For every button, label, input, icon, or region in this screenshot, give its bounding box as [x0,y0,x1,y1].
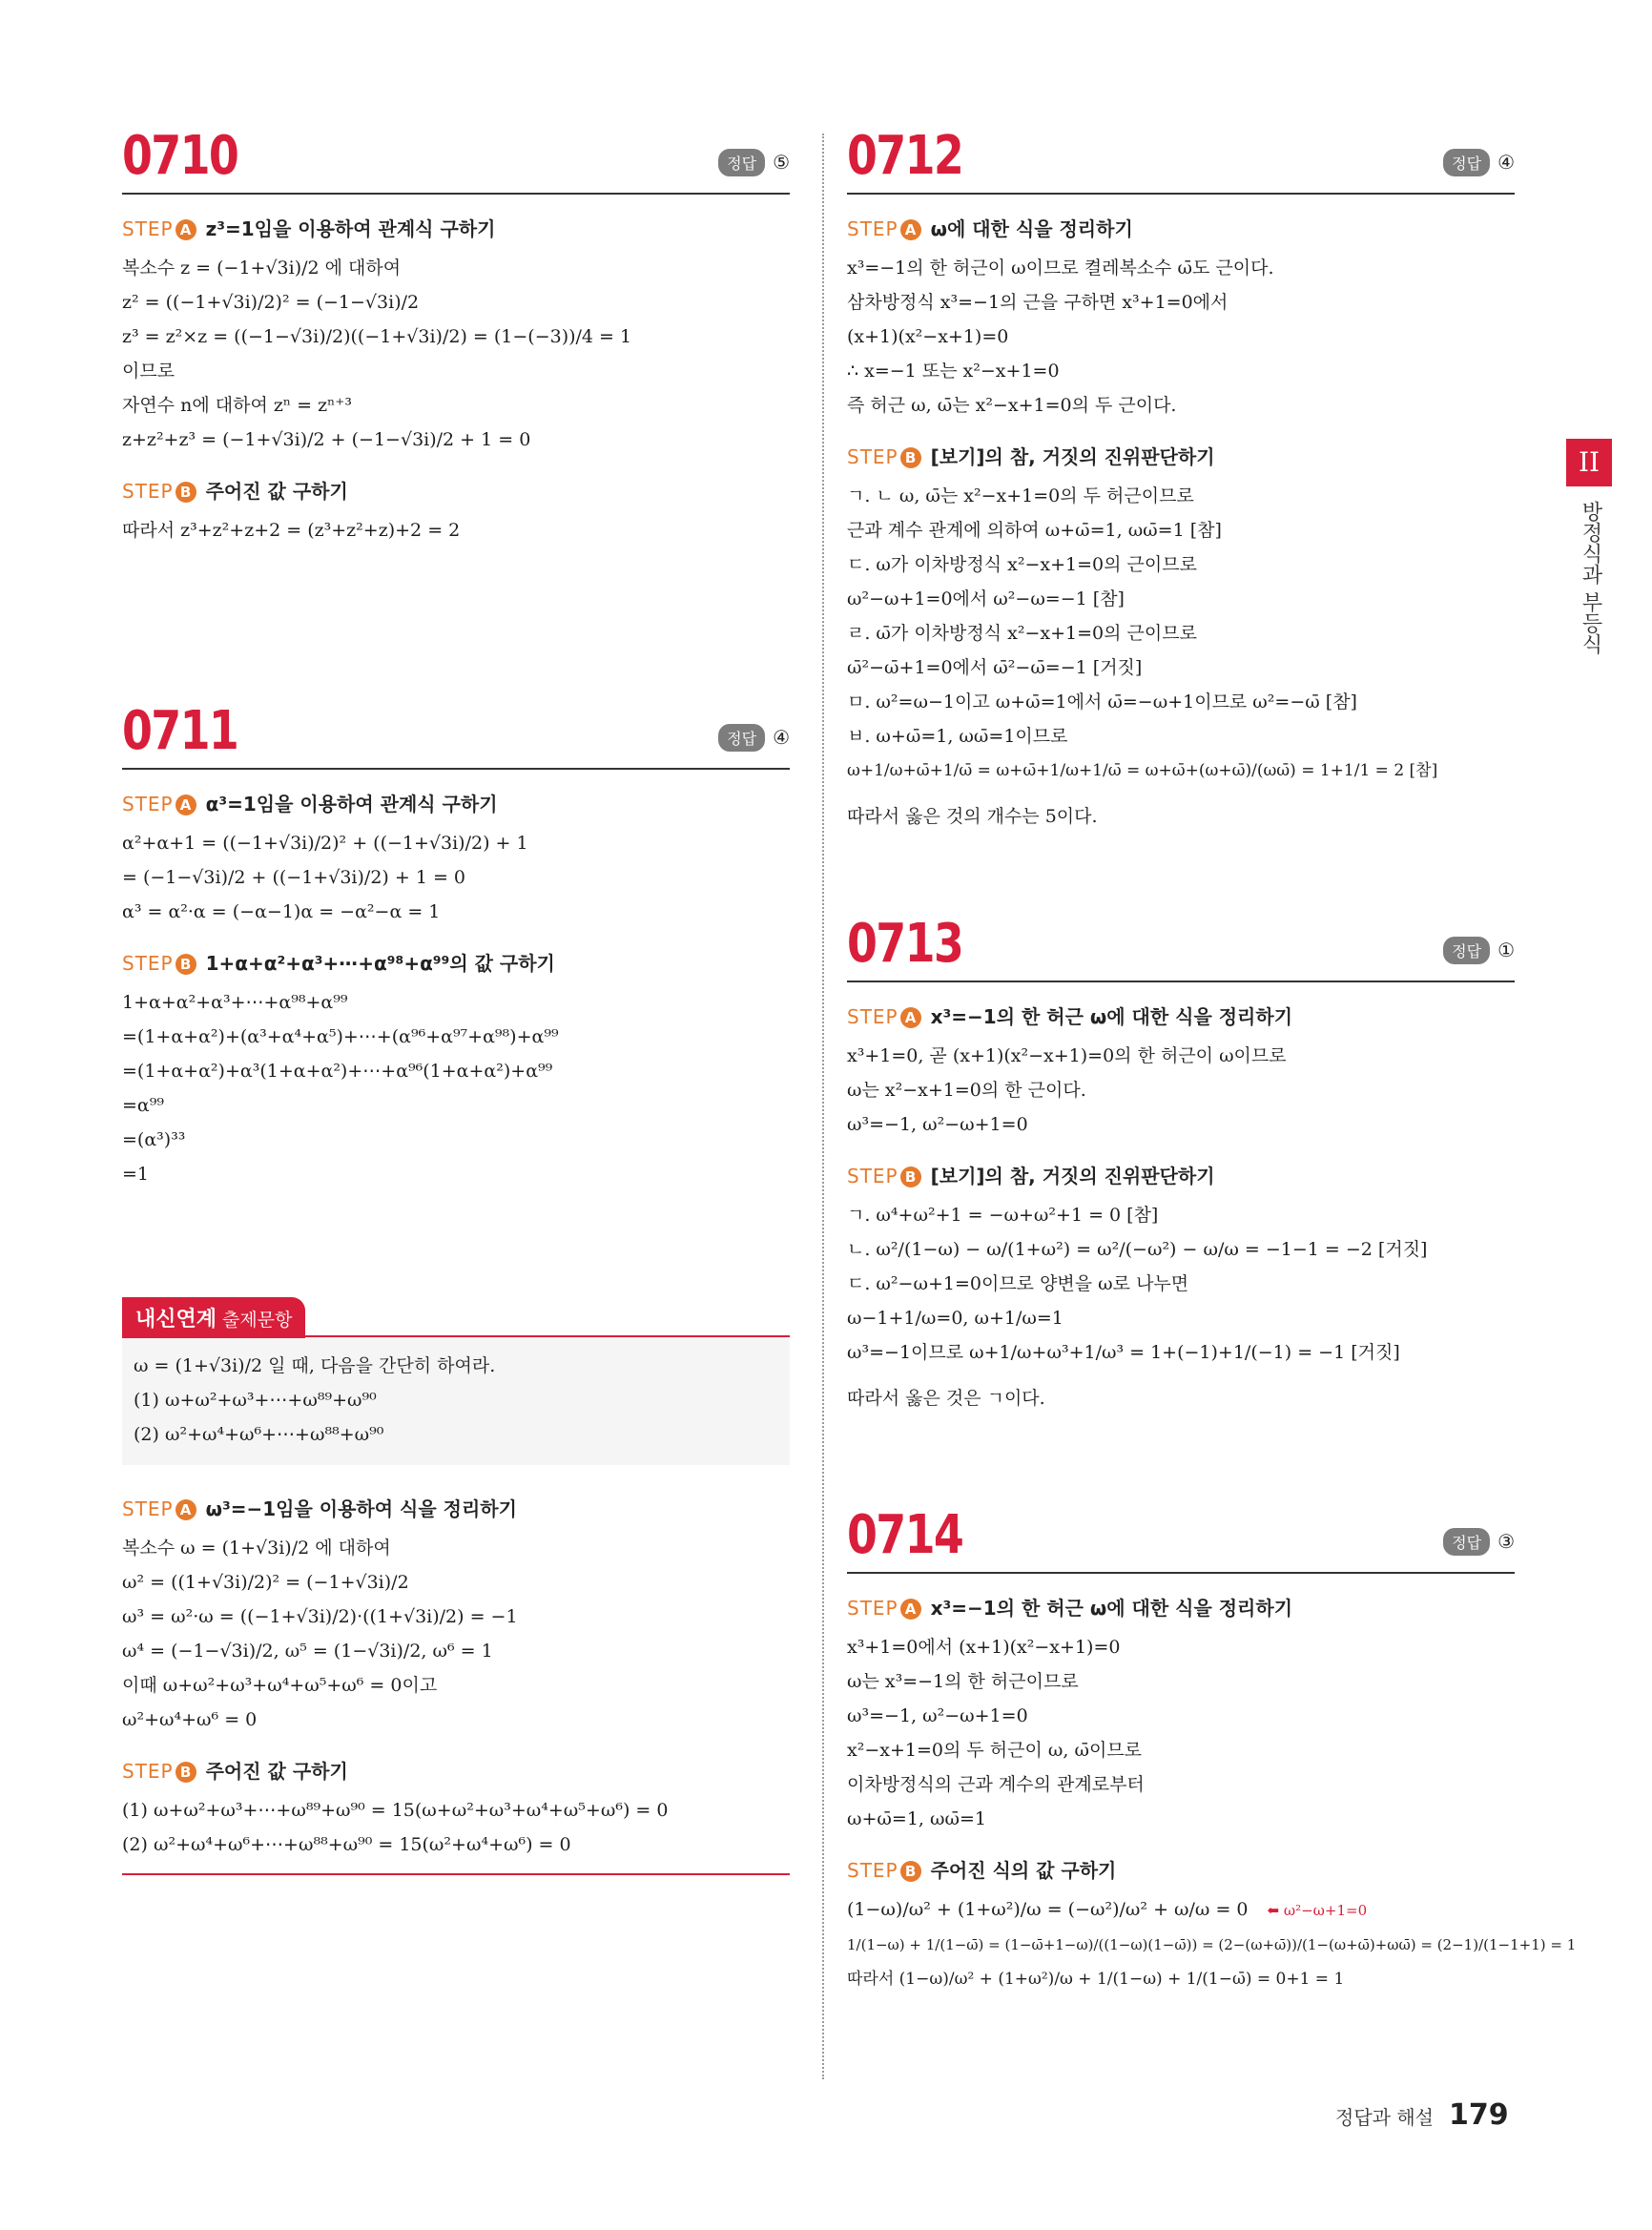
solution-line: (2) ω²+ω⁴+ω⁶+⋯+ω⁸⁸+ω⁹⁰ = 15(ω²+ω⁴+ω⁶) = 0 [122,1834,571,1855]
problem-number: 0712 [847,125,963,187]
solution-line: 따라서 z³+z²+z+2 = (z³+z²+z)+2 = 2 [122,520,461,541]
solution-line: 즉 허근 ω, ω̄는 x²−x+1=0의 두 근이다. [847,395,1177,416]
solution-line: α²+α+1 = ((−1+√3i)/2)² + ((−1+√3i)/2) + 1 [122,833,528,854]
chapter-title: 방정식과 부등식 [1579,501,1602,654]
solution-line: 자연수 n에 대하여 zⁿ = zⁿ⁺³ [122,395,352,416]
solution-line: ω는 x²−x+1=0의 한 근이다. [847,1080,1086,1101]
solution-line: ㄹ. ω̄가 이차방정식 x²−x+1=0의 근이므로 [847,623,1197,644]
step-a-heading: STEP A ω³=−1임을 이용하여 식을 정리하기 [122,1497,517,1520]
answer-indicator [1443,1528,1515,1556]
step-b-heading: STEP B [보기]의 참, 거짓의 진위판단하기 [847,445,1215,468]
solution-line: 따라서 (1−ω)/ω² + (1+ω²)/ω + 1/(1−ω) + 1/(1−ω̄) = 0+1 = 1 [847,1970,1345,1989]
problem-0710 [122,126,790,547]
solution-line: 1+α+α²+α³+⋯+α⁹⁸+α⁹⁹ [122,992,348,1013]
problem-number: 0714 [847,1504,963,1566]
solution-line: ω는 x³=−1의 한 허근이므로 [847,1671,1079,1692]
solution-line: =(1+α+α²)+α³(1+α+α²)+⋯+α⁹⁶(1+α+α²)+α⁹⁹ [122,1061,553,1082]
step-b-heading: STEP B [보기]의 참, 거짓의 진위판단하기 [847,1165,1215,1187]
solution-line: = (−1−√3i)/2 + ((−1+√3i)/2) + 1 = 0 [122,867,465,888]
solution-line: =(α³)³³ [122,1129,186,1150]
hint-note: ⬅ ω²−ω+1=0 [1267,1902,1368,1919]
answer-indicator [1443,937,1515,964]
problem-0713 [847,914,1515,1415]
solution-line: x³+1=0, 곧 (x+1)(x²−x+1)=0의 한 허근이 ω이므로 [847,1045,1287,1066]
solution-line: 복소수 z = (−1+√3i)/2 에 대하여 [122,258,402,279]
box-bottom-rule [122,1873,790,1875]
solution-line: 복소수 ω = (1+√3i)/2 에 대하여 [122,1538,391,1559]
answer-badge: 정답 [718,724,765,752]
solution-line: ω+1/ω+ω̄+1/ω̄ = ω+ω̄+1/ω+1/ω̄ = ω+ω̄+(ω+ω̄)/(ωω̄) = 1+1/1 = 2 [참] [847,761,1438,780]
problem-header [122,126,790,195]
answer-value: ③ [1497,1530,1515,1553]
problem-0711 [122,701,790,1191]
problem-header [122,701,790,770]
answer-badge: 정답 [1443,149,1490,176]
box-solution [122,1465,790,1875]
step-a-heading: STEP A x³=−1의 한 허근 ω에 대한 식을 정리하기 [847,1005,1293,1028]
solution-line: x³+1=0에서 (x+1)(x²−x+1)=0 [847,1637,1121,1658]
solution-line: x²−x+1=0의 두 허근이 ω, ω̄이므로 [847,1740,1143,1761]
answer-indicator [1443,149,1515,176]
step-a-heading: STEP A α³=1임을 이용하여 관계식 구하기 [122,793,498,816]
solution-line: 근과 계수 관계에 의하여 ω+ω̄=1, ωω̄=1 [참] [847,520,1222,541]
problem-0714 [847,1504,1577,1996]
answer-indicator [718,724,790,752]
solution-line: (1) ω+ω²+ω³+⋯+ω⁸⁹+ω⁹⁰ = 15(ω+ω²+ω³+ω⁴+ω⁵+ω⁶) = 0 [122,1800,669,1821]
column-divider [822,134,824,2079]
solution-line: ㄱ. ω⁴+ω²+1 = −ω+ω²+1 = 0 [참] [847,1205,1159,1226]
solution-line: =(1+α+α²)+(α³+α⁴+α⁵)+⋯+(α⁹⁶+α⁹⁷+α⁹⁸)+α⁹⁹ [122,1026,559,1047]
solution-line: 이므로 [122,361,176,382]
solution-line: z² = ((−1+√3i)/2)² = (−1−√3i)/2 [122,292,420,313]
problem-number: 0711 [122,700,238,762]
step-a-heading: STEP A ω에 대한 식을 정리하기 [847,217,1133,240]
conclusion: 따라서 옳은 것의 개수는 5이다. [847,806,1098,827]
problem-header [847,1505,1515,1574]
solution-line: α³ = α²·α = (−α−1)α = −α²−α = 1 [122,901,441,922]
solution-line: ω²−ω+1=0에서 ω²−ω=−1 [참] [847,588,1125,609]
solution-line: ω³=−1이므로 ω+1/ω+ω³+1/ω³ = 1+(−1)+1/(−1) = −1 [거짓] [847,1342,1400,1363]
chapter-tab: II [1566,439,1612,486]
solution-line: 삼차방정식 x³=−1의 근을 구하면 x³+1=0에서 [847,292,1229,313]
solution-line: ω³ = ω²·ω = ((−1+√3i)/2)·((1+√3i)/2) = −1 [122,1606,518,1627]
related-problem-badge: 내신연계 출제문항 [122,1297,305,1338]
solution-line: ㄷ. ω가 이차방정식 x²−x+1=0의 근이므로 [847,554,1197,575]
solution-line: ∴ x=−1 또는 x²−x+1=0 [847,361,1060,382]
problem-number: 0710 [122,125,238,187]
step-b-heading: STEP B 주어진 값 구하기 [122,1760,348,1783]
answer-badge: 정답 [1443,1528,1490,1556]
solution-line: (1−ω)/ω² + (1+ω²)/ω = (−ω²)/ω² + ω/ω = 0 ⬅ ω²−ω+1=0 [847,1899,1368,1920]
solution-line: ㄴ. ω²/(1−ω) − ω/(1+ω²) = ω²/(−ω²) − ω/ω = −1−1 = −2 [거짓] [847,1239,1428,1260]
problem-header [847,914,1515,982]
answer-badge: 정답 [1443,937,1490,964]
conclusion: 따라서 옳은 것은 ㄱ이다. [847,1388,1045,1409]
problem-0712 [847,126,1515,834]
answer-value: ④ [1497,151,1515,174]
page-number: 179 [1448,2098,1509,2132]
answer-value: ① [1497,939,1515,961]
solution-line: ω²+ω⁴+ω⁶ = 0 [122,1709,258,1730]
step-b-heading: STEP B 주어진 값 구하기 [122,480,348,503]
problem-line: ω = (1+√3i)/2 일 때, 다음을 간단히 하여라. [134,1355,496,1376]
box-problem [122,1337,790,1465]
page-footer [1335,2098,1526,2132]
solution-line: 이차방정식의 근과 계수의 관계로부터 [847,1774,1145,1795]
solution-line: ㄷ. ω²−ω+1=0이므로 양변을 ω로 나누면 [847,1273,1189,1294]
answer-value: ⑤ [773,151,790,174]
step-a-heading: STEP A z³=1임을 이용하여 관계식 구하기 [122,217,496,240]
solution-line: ω² = ((1+√3i)/2)² = (−1+√3i)/2 [122,1572,409,1593]
solution-line: ㅂ. ω+ω̄=1, ωω̄=1이므로 [847,726,1068,747]
answer-indicator [718,149,790,176]
solution-line: 1/(1−ω) + 1/(1−ω̄) = (1−ω̄+1−ω)/((1−ω)(1−ω̄)) = (2−(ω+ω̄))/(1−(ω+ω̄)+ωω̄) = (2−1)/(1−1+1) = 1 [847,1936,1577,1953]
solution-line: ω−1+1/ω=0, ω+1/ω=1 [847,1308,1063,1329]
solution-line: =α⁹⁹ [122,1095,164,1116]
solution-line: ω̄²−ω̄+1=0에서 ω̄²−ω̄=−1 [거짓] [847,657,1143,678]
solution-line: z+z²+z³ = (−1+√3i)/2 + (−1−√3i)/2 + 1 = 0 [122,429,531,450]
box-header [122,1297,790,1337]
related-problem-box [122,1297,790,1875]
step-b-heading: STEP B 1+α+α²+α³+⋯+α⁹⁸+α⁹⁹의 값 구하기 [122,952,555,975]
solution-line: ㄱ. ㄴ ω, ω̄는 x²−x+1=0의 두 허근이므로 [847,485,1194,506]
solution-line: ω+ω̄=1, ωω̄=1 [847,1808,986,1829]
solution-line: ㅁ. ω²=ω−1이고 ω+ω̄=1에서 ω̄=−ω+1이므로 ω²=−ω̄ [참] [847,692,1357,712]
solution-line: x³=−1의 한 허근이 ω이므로 켤레복소수 ω̄도 근이다. [847,258,1274,279]
problem-header [847,126,1515,195]
solution-line: z³ = z²×z = ((−1−√3i)/2)((−1+√3i)/2) = (1−(−3))/4 = 1 [122,326,632,347]
answer-value: ④ [773,726,790,749]
answer-badge: 정답 [718,149,765,176]
step-a-heading: STEP A x³=−1의 한 허근 ω에 대한 식을 정리하기 [847,1597,1293,1620]
solution-line: (x+1)(x²−x+1)=0 [847,326,1009,347]
step-b-heading: STEP B 주어진 식의 값 구하기 [847,1859,1117,1882]
solution-line: ω⁴ = (−1−√3i)/2, ω⁵ = (1−√3i)/2, ω⁶ = 1 [122,1641,493,1662]
solution-line: 이때 ω+ω²+ω³+ω⁴+ω⁵+ω⁶ = 0이고 [122,1675,438,1696]
footer-label: 정답과 해설 [1335,2106,1434,2129]
problem-line: (1) ω+ω²+ω³+⋯+ω⁸⁹+ω⁹⁰ [134,1390,377,1411]
problem-number: 0713 [847,913,963,975]
problem-line: (2) ω²+ω⁴+ω⁶+⋯+ω⁸⁸+ω⁹⁰ [134,1424,384,1445]
solution-line: ω³=−1, ω²−ω+1=0 [847,1705,1028,1726]
solution-line: =1 [122,1164,150,1185]
solution-line: ω³=−1, ω²−ω+1=0 [847,1114,1028,1135]
